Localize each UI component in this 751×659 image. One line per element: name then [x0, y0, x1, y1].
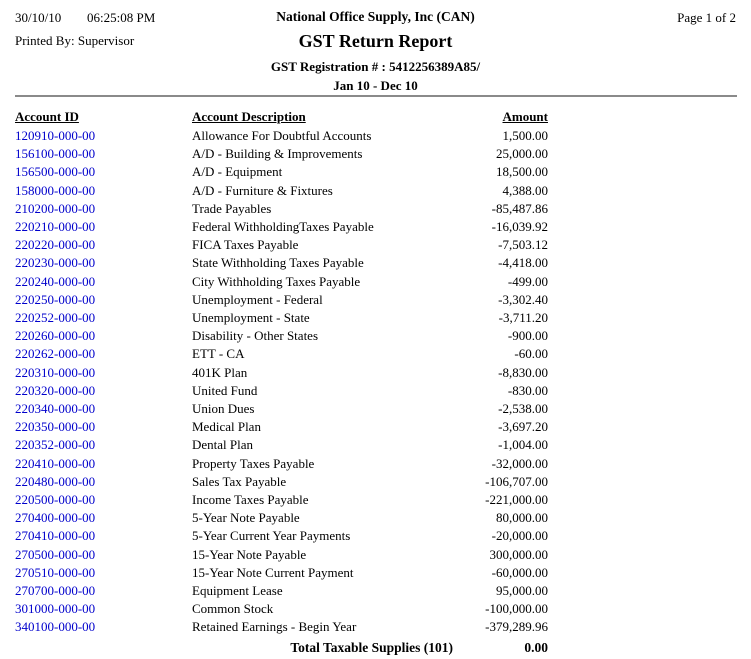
account-description-cell: ETT - CA: [192, 346, 245, 362]
account-id-link[interactable]: 340100-000-00: [15, 619, 96, 635]
account-description-cell: A/D - Building & Improvements: [192, 146, 363, 162]
account-description-cell: Income Taxes Payable: [192, 492, 309, 508]
account-description-cell: Disability - Other States: [192, 328, 319, 344]
table-row: [15, 473, 548, 491]
amount-cell: -1,004.00: [498, 437, 548, 453]
table-row: [15, 163, 548, 181]
amount-cell: 1,500.00: [502, 128, 548, 143]
amount-cell: -8,830.00: [498, 364, 548, 380]
account-id-link[interactable]: 220350-000-00: [15, 419, 96, 435]
account-id-link[interactable]: 220210-000-00: [15, 219, 96, 235]
printed-by-label: Printed By: Supervisor: [15, 33, 135, 48]
total-row: [15, 637, 548, 658]
table-row: [15, 291, 548, 309]
account-id-link[interactable]: 220220-000-00: [15, 237, 96, 253]
account-id-link[interactable]: 220352-000-00: [15, 437, 96, 453]
account-description-cell: Sales Tax Payable: [192, 473, 287, 489]
column-header-amount: Amount: [502, 109, 548, 124]
header-divider-rule: [15, 95, 737, 97]
account-id-link[interactable]: 156500-000-00: [15, 164, 96, 180]
print-date: 30/10/10: [15, 10, 62, 25]
account-id-link[interactable]: 156100-000-00: [15, 146, 96, 162]
amount-cell: -7,503.12: [498, 237, 548, 253]
amount-cell: -2,538.00: [498, 401, 548, 417]
amount-cell: -3,711.20: [498, 310, 548, 326]
amount-cell: -32,000.00: [491, 455, 548, 471]
account-description-cell: 5-Year Current Year Payments: [192, 528, 351, 544]
account-id-link[interactable]: 270410-000-00: [15, 528, 96, 544]
table-row: [15, 509, 548, 527]
amount-cell: -60.00: [514, 346, 548, 362]
table-row: [15, 254, 548, 272]
amount-cell: -60,000.00: [491, 564, 548, 580]
amount-cell: -85,487.86: [491, 200, 548, 216]
table-row: [15, 400, 548, 418]
account-id-link[interactable]: 270500-000-00: [15, 546, 96, 562]
amount-cell: -100,000.00: [485, 601, 548, 617]
account-id-link[interactable]: 220320-000-00: [15, 382, 96, 398]
account-description-cell: A/D - Equipment: [192, 164, 283, 180]
table-row: [15, 546, 548, 564]
table-row: [15, 218, 548, 236]
account-id-link[interactable]: 220230-000-00: [15, 255, 96, 271]
account-description-cell: Equipment Lease: [192, 583, 283, 599]
table-header-row: [15, 106, 548, 127]
account-description-cell: Unemployment - State: [192, 310, 310, 326]
account-id-link[interactable]: 270700-000-00: [15, 583, 96, 599]
print-time: 06:25:08 PM: [87, 10, 156, 25]
amount-cell: 4,388.00: [502, 182, 548, 198]
account-description-cell: Trade Payables: [192, 200, 272, 216]
account-description-cell: A/D - Furniture & Fixtures: [192, 182, 333, 198]
report-table: [15, 106, 548, 658]
table-row: [15, 127, 548, 145]
account-description-cell: Property Taxes Payable: [192, 455, 315, 471]
table-row: [15, 600, 548, 618]
account-id-link[interactable]: 220262-000-00: [15, 346, 96, 362]
account-description-cell: FICA Taxes Payable: [192, 237, 299, 253]
table-row: [15, 382, 548, 400]
table-row: [15, 236, 548, 254]
column-header-account-description: Account Description: [192, 109, 306, 124]
amount-cell: -20,000.00: [491, 528, 548, 544]
account-id-link[interactable]: 210200-000-00: [15, 200, 96, 216]
account-description-cell: Federal WithholdingTaxes Payable: [192, 219, 374, 235]
amount-cell: 25,000.00: [496, 146, 548, 162]
amount-cell: -830.00: [507, 382, 548, 398]
amount-cell: 18,500.00: [496, 164, 548, 180]
table-row: [15, 491, 548, 509]
report-table-body: [15, 127, 548, 637]
account-id-link[interactable]: 220260-000-00: [15, 328, 96, 344]
table-row: [15, 273, 548, 291]
account-id-link[interactable]: 120910-000-00: [15, 128, 96, 143]
account-id-link[interactable]: 220410-000-00: [15, 455, 96, 471]
amount-cell: -900.00: [507, 328, 548, 344]
amount-cell: 300,000.00: [489, 546, 548, 562]
table-row: [15, 145, 548, 163]
table-row: [15, 564, 548, 582]
table-row: [15, 309, 548, 327]
report-period: Jan 10 - Dec 10: [333, 78, 418, 93]
column-header-account-id: Account ID: [15, 109, 79, 124]
amount-cell: -379,289.96: [485, 619, 548, 635]
account-id-link[interactable]: 301000-000-00: [15, 601, 96, 617]
account-description-cell: City Withholding Taxes Payable: [192, 273, 361, 289]
account-id-link[interactable]: 220240-000-00: [15, 273, 96, 289]
account-description-cell: 401K Plan: [192, 364, 248, 380]
amount-cell: 95,000.00: [496, 583, 548, 599]
amount-cell: 80,000.00: [496, 510, 548, 526]
account-id-link[interactable]: 270400-000-00: [15, 510, 96, 526]
table-row: [15, 364, 548, 382]
account-id-link[interactable]: 220340-000-00: [15, 401, 96, 417]
account-description-cell: Dental Plan: [192, 437, 254, 453]
table-row: [15, 582, 548, 600]
account-description-cell: Common Stock: [192, 601, 274, 617]
table-row: [15, 418, 548, 436]
account-id-link[interactable]: 220310-000-00: [15, 364, 96, 380]
account-description-cell: Unemployment - Federal: [192, 291, 323, 307]
table-row: [15, 200, 548, 218]
gst-registration-number: GST Registration # : 5412256389A85/: [270, 59, 481, 74]
account-description-cell: Allowance For Doubtful Accounts: [192, 128, 372, 143]
report-title: GST Return Report: [298, 31, 453, 51]
page-number-label: Page 1 of 2: [677, 10, 736, 25]
account-description-cell: Retained Earnings - Begin Year: [192, 619, 357, 635]
total-taxable-supplies-label: Total Taxable Supplies (101): [290, 639, 453, 655]
table-row: [15, 327, 548, 345]
account-id-link[interactable]: 220250-000-00: [15, 291, 96, 307]
amount-cell: -16,039.92: [491, 219, 548, 235]
account-description-cell: 15-Year Note Payable: [192, 546, 307, 562]
total-taxable-supplies-amount: 0.00: [524, 639, 548, 655]
account-description-cell: Medical Plan: [192, 419, 261, 435]
table-row: [15, 436, 548, 454]
account-id-link[interactable]: 220480-000-00: [15, 473, 96, 489]
company-name: National Office Supply, Inc (CAN): [276, 9, 475, 24]
amount-cell: -221,000.00: [485, 492, 548, 508]
amount-cell: -106,707.00: [485, 473, 548, 489]
account-id-link[interactable]: 270510-000-00: [15, 564, 96, 580]
amount-cell: -3,302.40: [498, 291, 548, 307]
amount-cell: -4,418.00: [498, 255, 548, 271]
amount-cell: -3,697.20: [498, 419, 548, 435]
table-row: [15, 618, 548, 636]
account-id-link[interactable]: 158000-000-00: [15, 182, 96, 198]
amount-cell: -499.00: [507, 273, 548, 289]
account-id-link[interactable]: 220252-000-00: [15, 310, 96, 326]
account-description-cell: State Withholding Taxes Payable: [192, 255, 364, 271]
table-row: [15, 345, 548, 363]
account-description-cell: United Fund: [192, 382, 258, 398]
table-row: [15, 455, 548, 473]
account-description-cell: 5-Year Note Payable: [192, 510, 300, 526]
account-id-link[interactable]: 220500-000-00: [15, 492, 96, 508]
table-row: [15, 527, 548, 545]
account-description-cell: 15-Year Note Current Payment: [192, 564, 354, 580]
account-description-cell: Union Dues: [192, 401, 255, 417]
table-row: [15, 182, 548, 200]
